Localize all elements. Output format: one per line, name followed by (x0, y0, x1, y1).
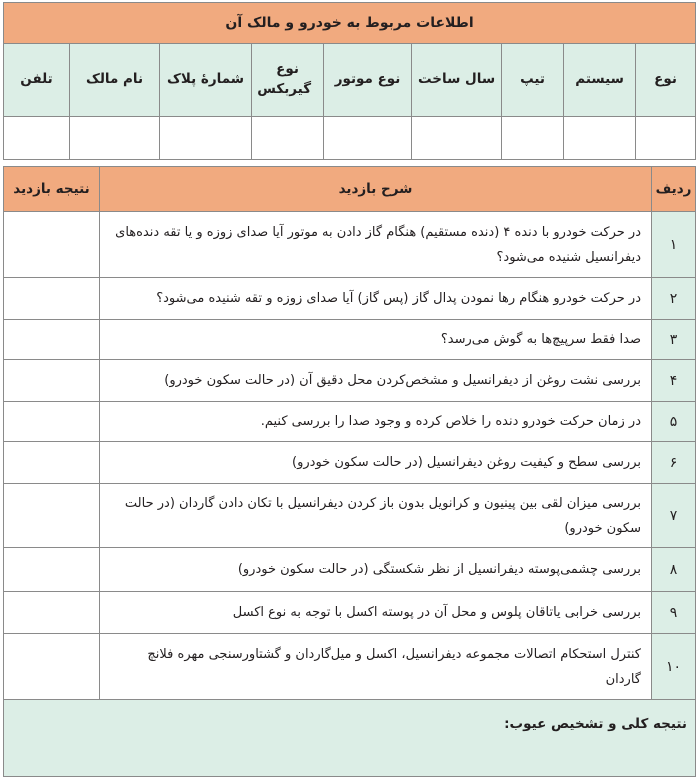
inspection-table (3, 166, 696, 777)
col-result: نتیجه بازدید (4, 167, 100, 212)
row-result-cell[interactable] (4, 320, 100, 360)
row-number: ۳ (652, 320, 696, 360)
row-description: بررسی نشت روغن از دیفرانسیل و مشخص‌کردن محل دقیق آن (در حالت سکون خودرو) (100, 360, 652, 402)
col-year: سال ساخت (412, 44, 502, 117)
col-row-number: ردیف (652, 167, 696, 212)
table-row (4, 634, 696, 700)
row-number: ۲ (652, 278, 696, 320)
cell-engine-value[interactable] (324, 117, 412, 160)
col-engine-type: نوع موتور (324, 44, 412, 117)
row-description: بررسی چشمی‌پوسته دیفرانسیل از نظر شکستگی (در حالت سکون خودرو) (100, 548, 652, 592)
cell-plate-value[interactable] (160, 117, 252, 160)
row-description: کنترل استحکام اتصالات مجموعه دیفرانسیل، اکسل و میل‌گاردان و گشتاورسنجی مهره فلانچ گاردان (100, 634, 652, 700)
table-row (4, 320, 696, 360)
row-result-cell[interactable] (4, 442, 100, 484)
col-gearbox-type: نوع گیربکس (252, 44, 324, 117)
row-number: ۱ (652, 212, 696, 278)
row-description: صدا فقط سرپیچ‌ها به گوش می‌رسد؟ (100, 320, 652, 360)
row-result-cell[interactable] (4, 402, 100, 442)
row-result-cell[interactable] (4, 592, 100, 634)
row-number: ۷ (652, 484, 696, 548)
vehicle-info-title: اطلاعات مربوط به خودرو و مالک آن (4, 3, 696, 44)
row-description: بررسی سطح و کیفیت روغن دیفرانسیل (در حالت سکون خودرو) (100, 442, 652, 484)
cell-type-value[interactable] (636, 117, 696, 160)
table-row (4, 402, 696, 442)
overall-result-field[interactable]: نتیجه کلی و تشخیص عیوب: (4, 700, 696, 777)
cell-owner-value[interactable] (70, 117, 160, 160)
cell-year-value[interactable] (412, 117, 502, 160)
table-row (4, 212, 696, 278)
cell-gearbox-value[interactable] (252, 117, 324, 160)
cell-system-value[interactable] (564, 117, 636, 160)
row-description: در حرکت خودرو با دنده ۴ (دنده مستقیم) هنگام گاز دادن به موتور آیا صدای زوزه و یا تقه دنده‌های دیفرانسیل شنیده می‌شود؟ (100, 212, 652, 278)
col-description: شرح بازدید (100, 167, 652, 212)
col-plate-number: شمارۀ پلاک (160, 44, 252, 117)
col-owner-name: نام مالک (70, 44, 160, 117)
row-description: بررسی خرابی یاتاقان پلوس و محل آن در پوسته اکسل با توجه به نوع اکسل (100, 592, 652, 634)
table-row (4, 278, 696, 320)
col-system: سیستم (564, 44, 636, 117)
row-description: در حرکت خودرو هنگام رها نمودن پدال گاز (پس گاز) آیا صدای زوزه و تقه شنیده می‌شود؟ (100, 278, 652, 320)
table-row (4, 442, 696, 484)
table-row (4, 592, 696, 634)
table-row (4, 484, 696, 548)
row-number: ۴ (652, 360, 696, 402)
row-description: بررسی میزان لقی بین پینیون و کرانویل بدون باز کردن دیفرانسیل با تکان دادن گاردان (در حالت سکون خودرو) (100, 484, 652, 548)
table-row (4, 548, 696, 592)
row-number: ۸ (652, 548, 696, 592)
col-tip: تیپ (502, 44, 564, 117)
row-number: ۵ (652, 402, 696, 442)
row-description: در زمان حرکت خودرو دنده را خلاص کرده و وجود صدا را بررسی کنیم. (100, 402, 652, 442)
row-result-cell[interactable] (4, 212, 100, 278)
row-result-cell[interactable] (4, 484, 100, 548)
row-number: ۶ (652, 442, 696, 484)
row-number: ۱۰ (652, 634, 696, 700)
row-result-cell[interactable] (4, 278, 100, 320)
row-result-cell[interactable] (4, 360, 100, 402)
row-result-cell[interactable] (4, 634, 100, 700)
col-phone: تلفن (4, 44, 70, 117)
cell-tip-value[interactable] (502, 117, 564, 160)
col-type: نوع (636, 44, 696, 117)
row-result-cell[interactable] (4, 548, 100, 592)
vehicle-info-table (3, 2, 696, 160)
table-row (4, 360, 696, 402)
cell-phone-value[interactable] (4, 117, 70, 160)
row-number: ۹ (652, 592, 696, 634)
